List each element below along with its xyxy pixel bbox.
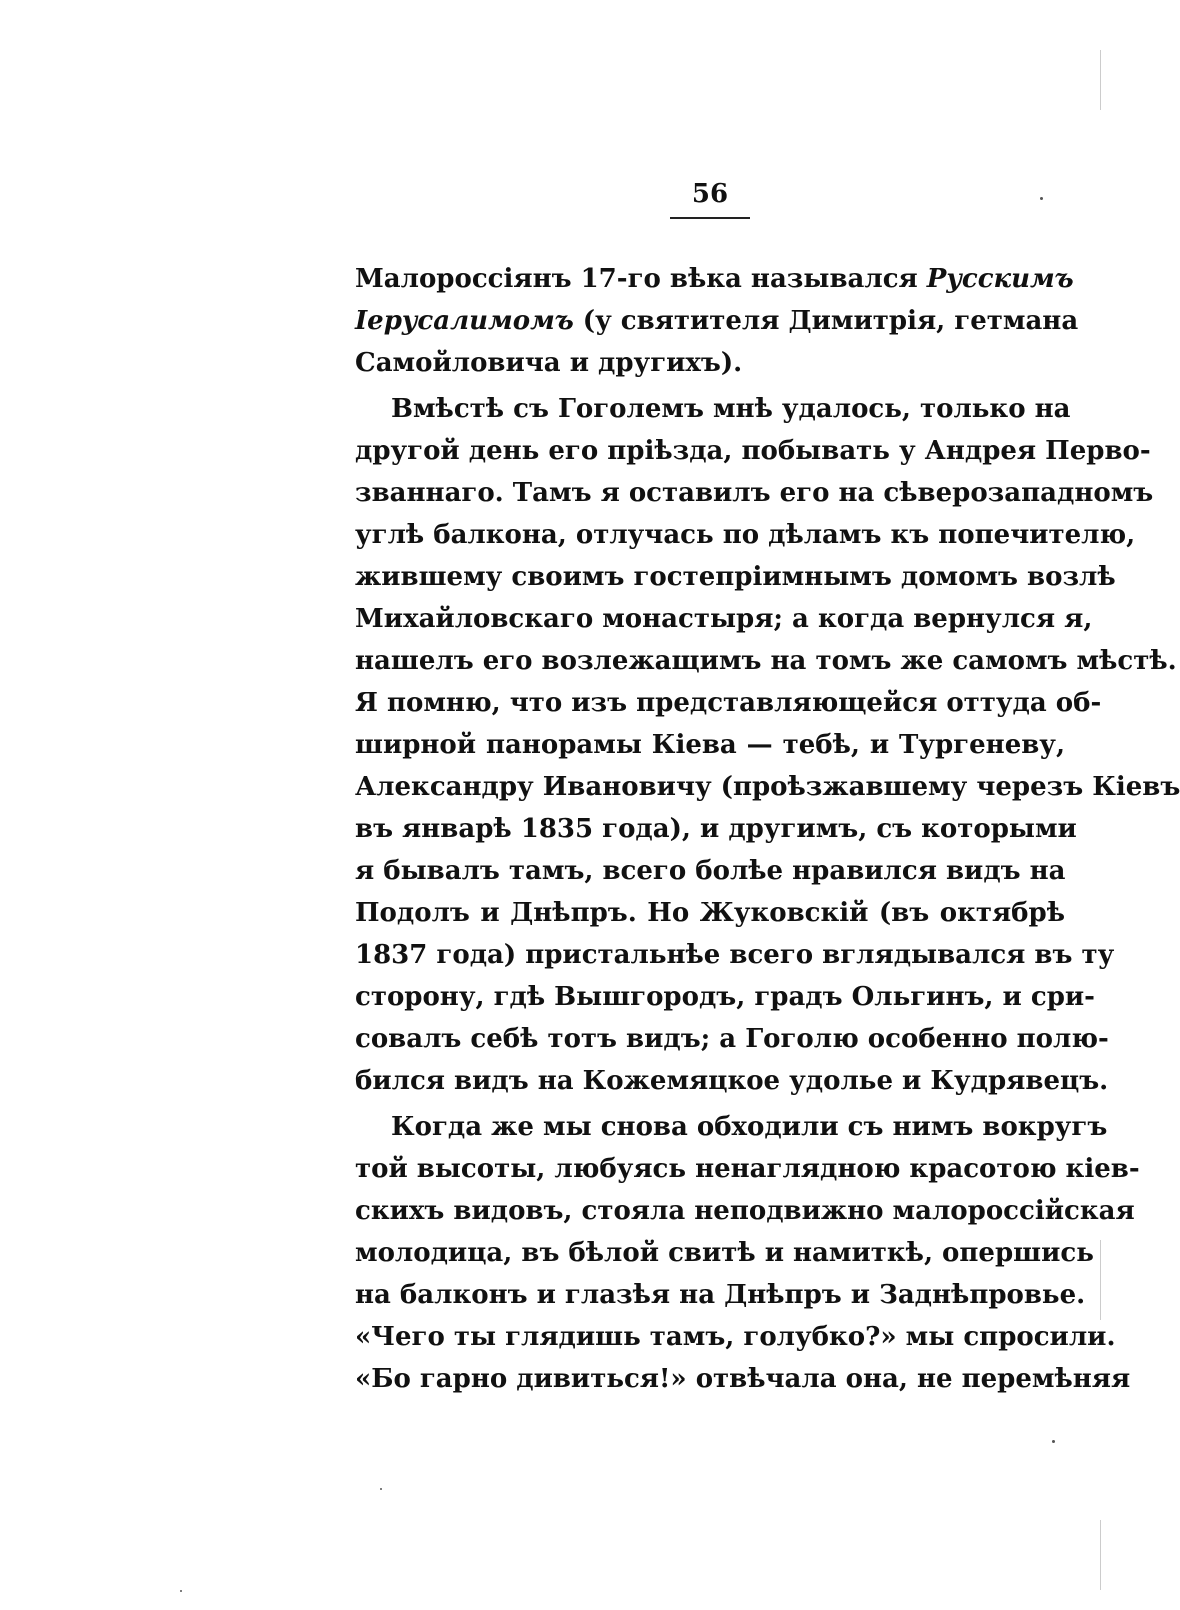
text-line: жившему своимъ гостепріимнымъ домомъ возлѣ xyxy=(355,562,1116,592)
text-line: Вмѣстѣ съ Гоголемъ мнѣ удалось, только на xyxy=(391,394,1071,424)
text-line: на балконъ и глазѣя на Днѣпръ и Заднѣпровье. xyxy=(355,1280,1086,1310)
text-line: Малороссіянъ 17-го вѣка назывался Русскимъ xyxy=(355,264,1074,294)
text-line: Михайловскаго монастыря; а когда вернулся я, xyxy=(355,604,1093,634)
scan-edge-mark xyxy=(1100,1240,1101,1320)
text-line: «Чего ты глядишь тамъ, голубко?» мы спросили. xyxy=(355,1322,1116,1352)
italic-phrase: Іерусалимомъ xyxy=(355,306,574,336)
text-line: углѣ балкона, отлучась по дѣламъ къ попечителю, xyxy=(355,520,1136,550)
text-line: молодица, въ бѣлой свитѣ и намиткѣ, опершись xyxy=(355,1238,1094,1268)
text-line: нашелъ его возлежащимъ на томъ же самомъ мѣстѣ. xyxy=(355,646,1177,676)
page-number-rule xyxy=(670,217,750,219)
text-line: я бывалъ тамъ, всего болѣе нравился видъ на xyxy=(355,856,1066,886)
scan-speck xyxy=(1052,1440,1055,1443)
text-line: Подолъ и Днѣпръ. Но Жуковскій (въ октябрѣ xyxy=(355,898,1065,928)
text-line: другой день его пріѣзда, побывать у Андрея Перво- xyxy=(355,436,1151,466)
text-line: сторону, гдѣ Вышгородъ, градъ Ольгинъ, и сри- xyxy=(355,982,1095,1012)
scan-speck xyxy=(180,1590,182,1592)
page-number: 56 xyxy=(691,179,729,209)
text-line: Я помню, что изъ представляющейся оттуда об- xyxy=(355,688,1102,718)
text-line: скихъ видовъ, стояла неподвижно малороссійская xyxy=(355,1196,1135,1226)
text-line: Александру Ивановичу (проѣзжавшему черезъ Кіевъ xyxy=(355,772,1180,802)
scan-speck xyxy=(380,1488,382,1490)
text-line: Когда же мы снова обходили съ нимъ вокругъ xyxy=(391,1112,1108,1142)
scan-speck xyxy=(1040,197,1043,200)
text-line: 1837 года) пристальнѣе всего вглядывался въ ту xyxy=(355,940,1115,970)
text-line: бился видъ на Кожемяцкое удолье и Кудрявецъ. xyxy=(355,1066,1109,1096)
text-line: званнаго. Тамъ я оставилъ его на сѣверозападномъ xyxy=(355,478,1154,508)
text-line: Іерусалимомъ (у святителя Димитрія, гетмана xyxy=(355,306,1079,336)
body-text xyxy=(355,258,1180,1400)
scan-edge-mark xyxy=(1100,50,1101,110)
text-line: «Бо гарно дивиться!» отвѣчала она, не перемѣняя xyxy=(355,1364,1131,1394)
text-line: въ январѣ 1835 года), и другимъ, съ которыми xyxy=(355,814,1077,844)
text-line: ширной панорамы Кіева — тебѣ, и Тургеневу, xyxy=(355,730,1065,760)
text-line: совалъ себѣ тотъ видъ; а Гоголю особенно полю- xyxy=(355,1024,1109,1054)
text-line: Самойловича и другихъ). xyxy=(355,348,743,378)
text-line: той высоты, любуясь ненаглядною красотою кіев- xyxy=(355,1154,1140,1184)
italic-phrase: Русскимъ xyxy=(926,264,1074,294)
scan-edge-mark xyxy=(1100,1520,1101,1590)
